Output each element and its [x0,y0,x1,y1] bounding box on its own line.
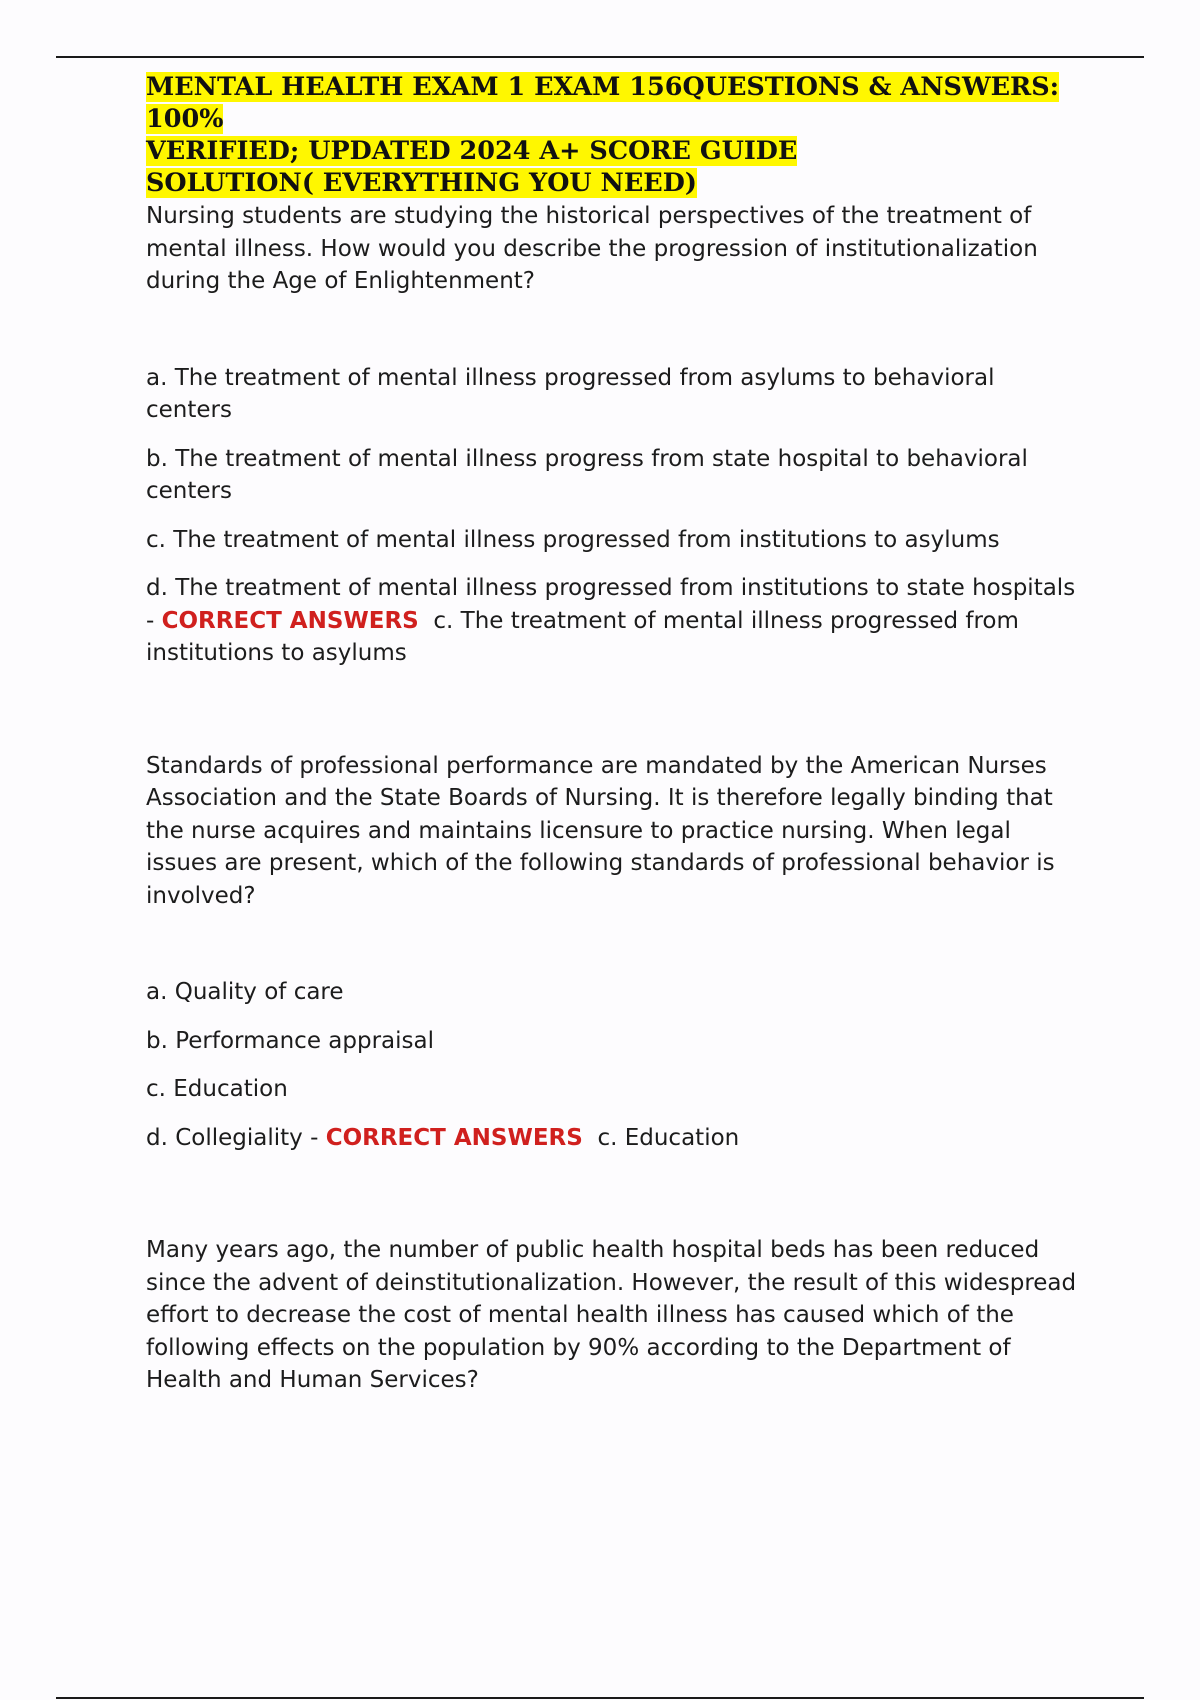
question-2-option-c: c. Education [146,1076,288,1102]
bottom-rule [56,1697,1144,1699]
question-2-option-a: a. Quality of care [146,979,344,1005]
question-2-option-b: b. Performance appraisal [146,1027,434,1054]
title-line-1: MENTAL HEALTH EXAM 1 EXAM 156QUESTIONS & ANSWERS: 100% [146,72,1060,134]
question-2-option-d-text: d. Collegiality - [146,1124,326,1151]
question-1-option-d-text: d. The treatment of mental illness progressed from institutions to state hospitals - [146,575,1076,634]
title-line-2: VERIFIED; UPDATED 2024 A+ SCORE GUIDE [146,136,798,166]
document-title [146,71,1086,199]
document-content [146,71,1086,1397]
top-rule [56,56,1144,58]
question-1-option-c: c. The treatment of mental illness progressed from institutions to asylums [146,526,1000,553]
question-2-text: Standards of professional performance are mandated by the American Nurses Association and the State Boards of Nursing. It is therefore legally binding that the nurse acquires and maintains licensure to practice nursing. When legal issues are present, which of the following standards of professional behavior is involved? [146,752,1055,909]
question-3-text: Many years ago, the number of public health hospital beds has been reduced since the advent of deinstitutionalization. However, the result of this widespread effort to decrease the cost of mental health illness has caused which of the following effects on the population by 90% according to the Department of Health and Human Services? [146,1237,1077,1393]
question-1-text: Nursing students are studying the historical perspectives of the treatment of mental illness. How would you describe the progression of institutionalization during the Age of Enlightenment? [146,203,1038,294]
question-1-option-b: b. The treatment of mental illness progress from state hospital to behavioral centers [146,445,1028,504]
spacer [146,1170,1086,1234]
question-1-options [146,362,1086,670]
question-2-option-d [146,1122,1086,1155]
question-2-correct-label: CORRECT ANSWERS [325,1124,583,1151]
title-line-3: SOLUTION( EVERYTHING YOU NEED) [146,168,697,198]
question-1-correct-label: CORRECT ANSWERS [161,607,419,634]
question-1-option-d [146,572,1086,670]
question-2-options [146,976,1086,1154]
question-1-answer: c. The treatment of mental illness progressed from institutions to asylums [146,607,1019,666]
question-1-option-a: a. The treatment of mental illness progressed from asylums to behavioral centers [146,364,995,423]
spacer [146,686,1086,750]
question-2-answer: c. Education [597,1124,740,1151]
